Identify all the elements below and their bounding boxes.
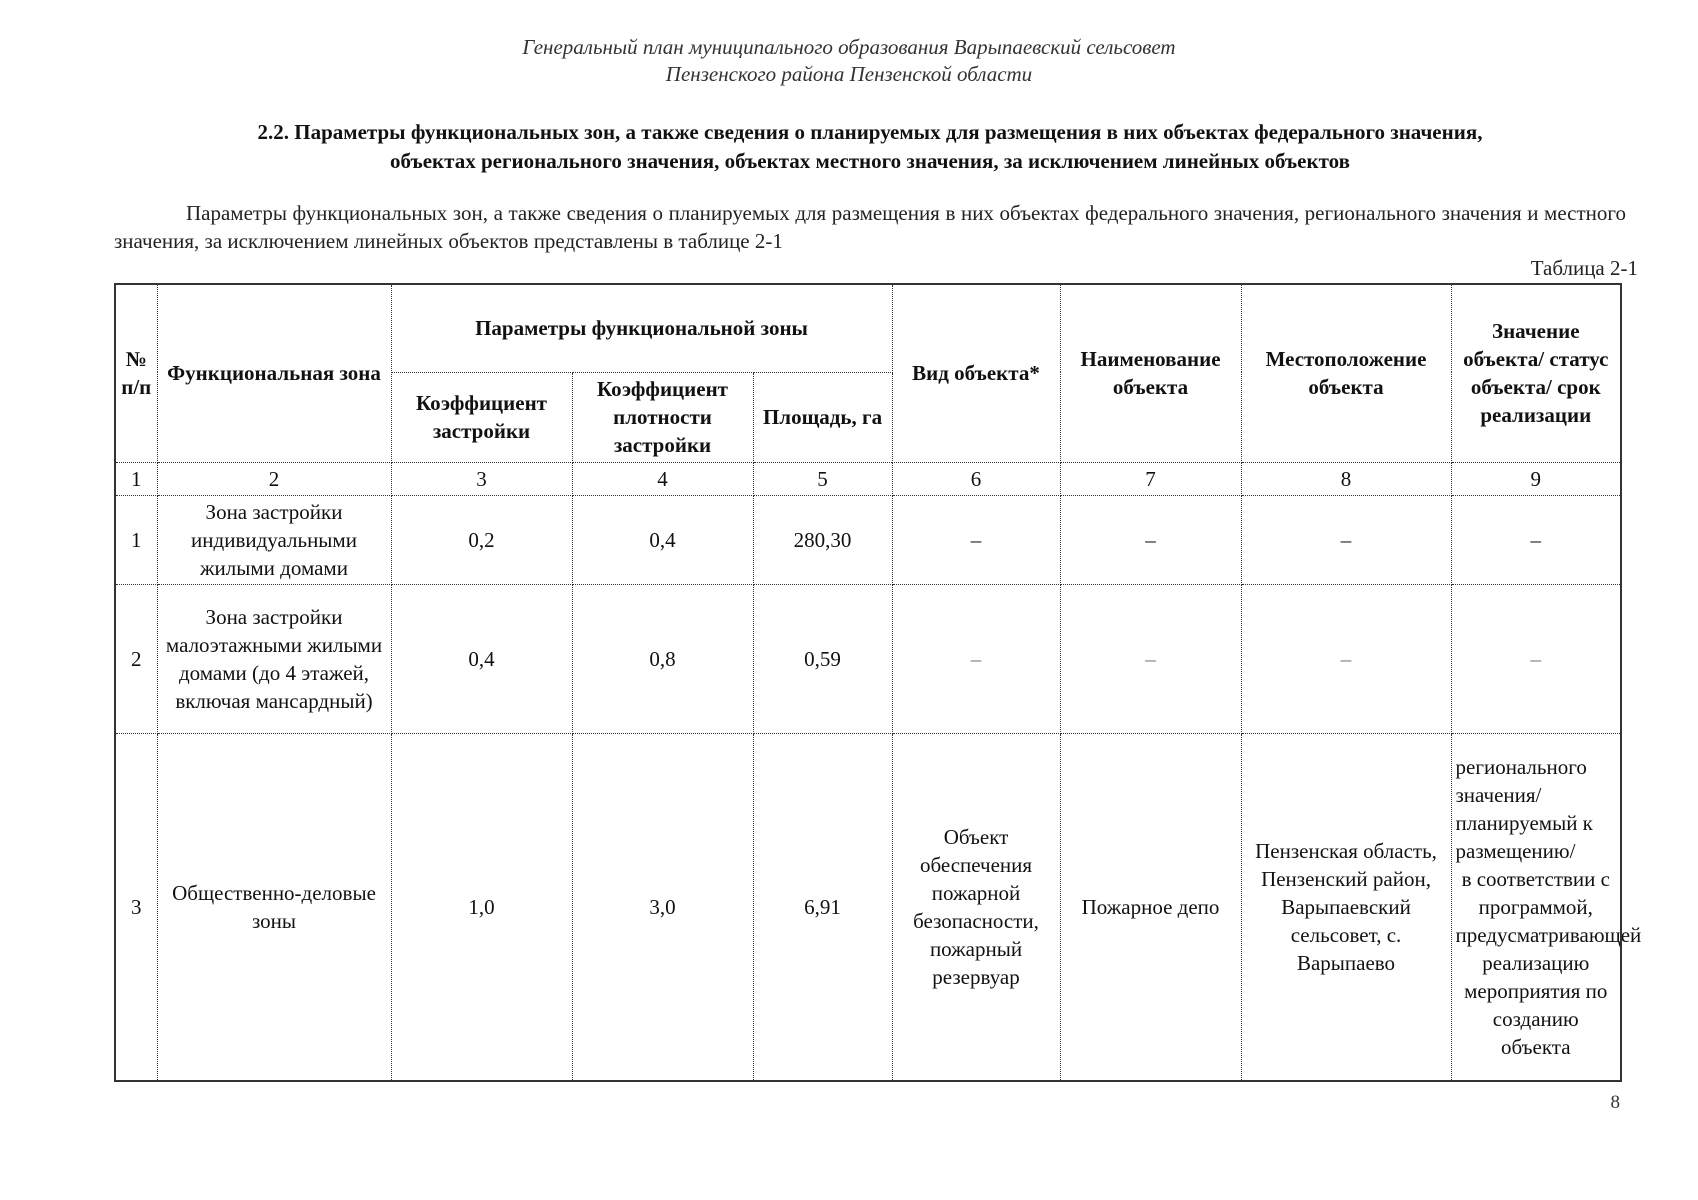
header-params-group: Параметры функциональной зоны [391, 284, 892, 372]
section-title-line-2: объектах регионального значения, объектах местного значения, за исключением линейных объектов [390, 149, 1350, 173]
page-header [0, 34, 1698, 88]
cell-object-type: Объект обеспечения пожарной безопасности, пожарный резервуар [892, 733, 1060, 1081]
cell-coef-density: 0,8 [572, 584, 753, 733]
cell-object-name: Пожарное депо [1060, 733, 1241, 1081]
table-row [115, 584, 1621, 733]
zones-table [114, 283, 1642, 1082]
table-caption: Таблица 2-1 [1530, 256, 1638, 280]
status-line-2: планируемый к размещению/ [1455, 810, 1593, 863]
cell-coef-density: 3,0 [572, 733, 753, 1081]
column-number-row [115, 462, 1621, 495]
column-number: 4 [572, 462, 753, 495]
column-number: 9 [1451, 462, 1621, 495]
cell-object-type: – [892, 584, 1060, 733]
cell-num: 2 [115, 584, 157, 733]
section-title [130, 118, 1610, 176]
header-status: Значение объекта/ статус объекта/ срок реализации [1451, 284, 1621, 462]
cell-area: 280,30 [753, 495, 892, 584]
header-object-type: Вид объекта* [892, 284, 1060, 462]
cell-coef-build: 0,4 [391, 584, 572, 733]
header-line-1: Генеральный план муниципального образования Варыпаевский сельсовет [522, 35, 1176, 59]
header-coef-density: Коэффициент плотности застройки [572, 372, 753, 462]
page-number: 8 [1610, 1092, 1620, 1113]
header-zone: Функциональная зона [157, 284, 391, 462]
header-object-name: Наименование объекта [1060, 284, 1241, 462]
column-number: 5 [753, 462, 892, 495]
cell-location: Пензенская область, Пензенский район, Варыпаевский сельсовет, с. Варыпаево [1241, 733, 1451, 1081]
header-num: № п/п [115, 284, 157, 462]
cell-num: 1 [115, 495, 157, 584]
cell-num: 3 [115, 733, 157, 1081]
cell-status [1451, 733, 1642, 1081]
cell-zone: Зона застройки малоэтажными жилыми домами (до 4 этажей, включая мансардный) [157, 584, 391, 733]
status-line-3: в соответствии с программой, предусматривающей реализацию мероприятия по созданию объекта [1455, 866, 1642, 1059]
cell-object-name: – [1060, 495, 1241, 584]
cell-location: – [1241, 584, 1451, 733]
cell-zone: Общественно-деловые зоны [157, 733, 391, 1081]
column-number: 7 [1060, 462, 1241, 495]
column-number: 6 [892, 462, 1060, 495]
cell-location: – [1241, 495, 1451, 584]
cell-status: – [1451, 495, 1621, 584]
section-title-line-1: 2.2. Параметры функциональных зон, а также сведения о планируемых для размещения в них объектах федерального значения, [257, 120, 1483, 144]
header-row-top [115, 284, 1621, 372]
cell-coef-density: 0,4 [572, 495, 753, 584]
table-row [115, 495, 1621, 584]
cell-area: 6,91 [753, 733, 892, 1081]
table-row [115, 733, 1621, 1081]
cell-zone: Зона застройки индивидуальными жилыми домами [157, 495, 391, 584]
cell-area: 0,59 [753, 584, 892, 733]
column-number: 1 [115, 462, 157, 495]
cell-status: – [1451, 584, 1621, 733]
header-coef-build: Коэффициент застройки [391, 372, 572, 462]
column-number: 3 [391, 462, 572, 495]
cell-coef-build: 1,0 [391, 733, 572, 1081]
column-number: 8 [1241, 462, 1451, 495]
header-location: Местоположение объекта [1241, 284, 1451, 462]
column-number: 2 [157, 462, 391, 495]
cell-object-name: – [1060, 584, 1241, 733]
header-line-2: Пензенского района Пензенской области [665, 62, 1033, 86]
intro-paragraph: Параметры функциональных зон, а также сведения о планируемых для размещения в них объектах федерального значения, регионального значения и местного значения, за исключением линейных объектов представлены в таблице 2-1 [114, 201, 1626, 253]
header-area: Площадь, га [753, 372, 892, 462]
cell-coef-build: 0,2 [391, 495, 572, 584]
status-line-1: регионального значения/ [1455, 754, 1587, 807]
cell-object-type: – [892, 495, 1060, 584]
